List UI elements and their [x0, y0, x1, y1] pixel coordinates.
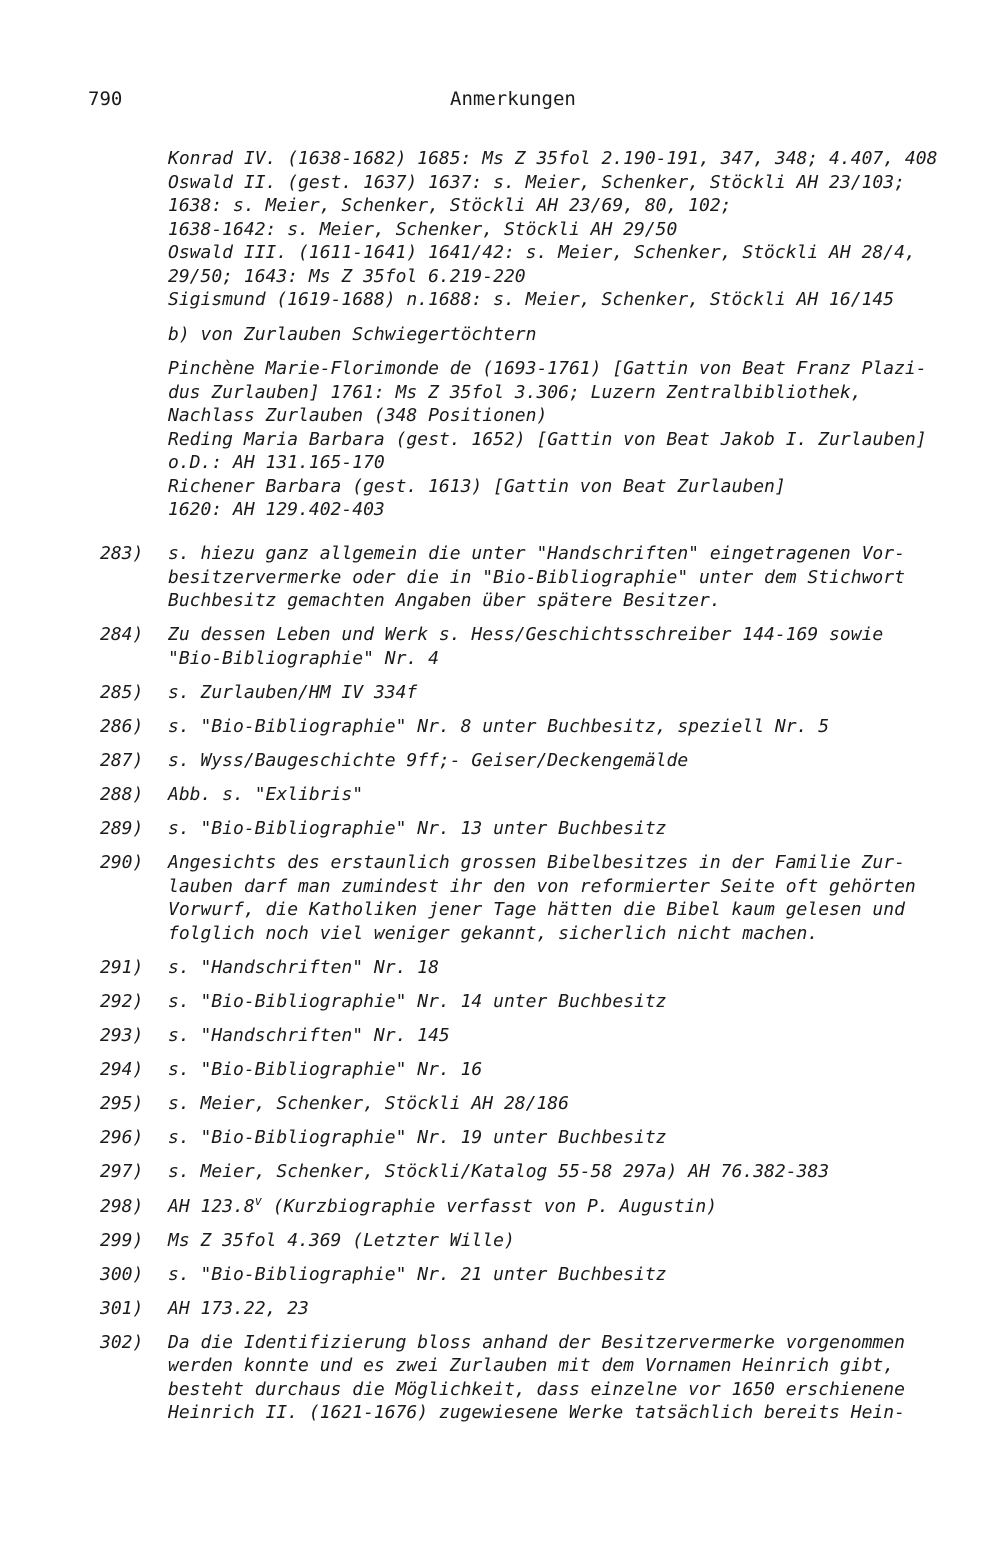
footnote — [0, 623, 1000, 670]
footnote — [0, 1229, 1000, 1253]
footnote-number: 295) — [100, 1093, 144, 1115]
footnote-text — [168, 749, 1000, 773]
footnote-number: 283) — [100, 543, 144, 565]
entry-line: 29/50; 1643: Ms Z 35fol 6.219-220 — [168, 265, 526, 287]
footnote — [0, 1024, 1000, 1048]
entries-list-a — [0, 147, 1000, 312]
footnote-text — [168, 990, 1000, 1014]
footnote-text — [168, 715, 1000, 739]
section-heading-b: b) von Zurlauben Schwiegertöchtern — [168, 323, 537, 345]
footnote-line: s. "Bio-Bibliographie" Nr. 21 unter Buchbesitz — [168, 1263, 667, 1285]
footnote-line — [168, 1195, 1000, 1219]
footnote-number: 291) — [100, 956, 144, 978]
footnote-line: s. "Bio-Bibliographie" Nr. 8 unter Buchbesitz, speziell Nr. 5 — [168, 715, 830, 737]
footnote-line: folglich noch viel weniger gekannt, sicherlich nicht machen. — [168, 922, 819, 944]
footnote-line: Buchbesitz gemachten Angaben über spätere Besitzer. — [168, 590, 721, 612]
footnote-line: s. "Handschriften" Nr. 18 — [168, 956, 439, 978]
footnote-number: 286) — [100, 715, 144, 737]
footnote-line: Zu dessen Leben und Werk s. Hess/Geschichtsschreiber 144-169 sowie — [168, 624, 884, 646]
footnote-text — [168, 783, 1000, 807]
footnote-line: s. Zurlauben/HM IV 334f — [168, 681, 418, 703]
entry-line: 1638-1642: s. Meier, Schenker, Stöckli AH 29/50 — [168, 218, 678, 240]
footnote-line: s. hiezu ganz allgemein die unter "Handschriften" eingetragenen Vor- — [168, 543, 905, 565]
footnote — [0, 851, 1000, 945]
entry-line: 1638: s. Meier, Schenker, Stöckli AH 23/69, 80, 102; — [168, 195, 732, 216]
footnote-text — [168, 681, 1000, 705]
register-entry — [168, 357, 1000, 428]
footnote-line: s. "Bio-Bibliographie" Nr. 16 — [168, 1059, 483, 1081]
footnote — [0, 715, 1000, 739]
footnote — [0, 990, 1000, 1014]
footnote-text — [168, 542, 1000, 613]
footnote-line: besteht durchaus die Möglichkeit, dass einzelne vor 1650 erschienene — [168, 1378, 905, 1400]
page-number: 790 — [88, 88, 123, 110]
footnote — [0, 1058, 1000, 1082]
entry-line: Oswald II. (gest. 1637) 1637: s. Meier, Schenker, Stöckli AH 23/103; — [168, 171, 905, 193]
footnote-number: 302) — [100, 1331, 144, 1353]
page-title: Anmerkungen — [450, 88, 576, 110]
footnote-number: 292) — [100, 990, 144, 1012]
footnote-text — [168, 851, 1000, 945]
footnote — [0, 1263, 1000, 1287]
footnote-text — [168, 1058, 1000, 1082]
register-entry — [168, 171, 1000, 242]
footnote-text — [168, 1297, 1000, 1321]
register-entry — [168, 475, 1000, 522]
footnote-line: besitzervermerke oder die in "Bio-Bibliographie" unter dem Stichwort — [168, 566, 905, 588]
footnote-line: Angesichts des erstaunlich grossen Bibelbesitzes in der Familie Zur- — [168, 852, 905, 874]
entry-line: Sigismund (1619-1688) n.1688: s. Meier, Schenker, Stöckli AH 16/145 — [168, 289, 895, 310]
footnote-number: 298) — [100, 1195, 144, 1217]
footnote — [0, 1126, 1000, 1150]
footnote — [0, 749, 1000, 773]
page-content — [0, 147, 1000, 1425]
footnote-line: Ms Z 35fol 4.369 (Letzter Wille) — [168, 1229, 515, 1251]
footnote — [0, 817, 1000, 841]
entry-line: Oswald III. (1611-1641) 1641/42: s. Meier, Schenker, Stöckli AH 28/4, — [168, 242, 916, 263]
footnote-line: s. "Bio-Bibliographie" Nr. 13 unter Buchbesitz — [168, 818, 667, 840]
footnote-line: s. "Handschriften" Nr. 145 — [168, 1025, 450, 1047]
footnote-text — [168, 1126, 1000, 1150]
footnote-line: Da die Identifizierung bloss anhand der Besitzervermerke vorgenommen — [168, 1331, 905, 1353]
entry-line: o.D.: AH 131.165-170 — [168, 452, 385, 473]
footnote-number: 297) — [100, 1161, 144, 1183]
footnote-number: 299) — [100, 1229, 144, 1251]
entry-line: Nachlass Zurlauben (348 Positionen) — [168, 405, 548, 426]
footnote-text — [168, 1331, 1000, 1425]
footnote-pre: AH 123.8 — [168, 1195, 255, 1217]
footnote-number: 290) — [100, 852, 144, 874]
entry-line: 1620: AH 129.402-403 — [168, 499, 385, 520]
footnote-number: 284) — [100, 624, 144, 646]
footnote-text — [168, 1263, 1000, 1287]
footnote-number: 285) — [100, 681, 144, 703]
footnote-number: 293) — [100, 1025, 144, 1047]
footnote-line: s. Meier, Schenker, Stöckli/Katalog 55-58 297a) AH 76.382-383 — [168, 1161, 830, 1183]
footnote-line: Abb. s. "Exlibris" — [168, 784, 364, 806]
footnote-line: Heinrich II. (1621-1676) zugewiesene Werke tatsächlich bereits Hein- — [168, 1402, 905, 1424]
register-entry — [168, 241, 1000, 288]
entries-list-b — [0, 357, 1000, 522]
footnote — [0, 956, 1000, 980]
footnote-line: s. "Bio-Bibliographie" Nr. 14 unter Buchbesitz — [168, 990, 667, 1012]
footnote-number: 288) — [100, 784, 144, 806]
footnote-line: s. Wyss/Baugeschichte 9ff;- Geiser/Deckengemälde — [168, 749, 689, 771]
footnote-number: 294) — [100, 1059, 144, 1081]
entry-line: dus Zurlauben] 1761: Ms Z 35fol 3.306; Luzern Zentralbibliothek, — [168, 381, 862, 403]
register-entry — [168, 147, 1000, 171]
footnote-text — [168, 1195, 1000, 1219]
footnote-text — [168, 817, 1000, 841]
footnote-post: (Kurzbiographie verfasst von P. Augustin) — [261, 1195, 718, 1217]
footnote-line: "Bio-Bibliographie" Nr. 4 — [168, 647, 439, 669]
entry-line: Pinchène Marie-Florimonde de (1693-1761) [Gattin von Beat Franz Plazi- — [168, 358, 927, 379]
footnote-line: Vorwurf, die Katholiken jener Tage hätten die Bibel kaum gelesen und — [168, 899, 905, 921]
footnote-sup: v — [254, 1193, 262, 1208]
footnote — [0, 1331, 1000, 1425]
footnote — [0, 1160, 1000, 1184]
footnote — [0, 1092, 1000, 1116]
footnote-line: s. Meier, Schenker, Stöckli AH 28/186 — [168, 1093, 569, 1115]
footnote-number: 296) — [100, 1127, 144, 1149]
footnote-line: s. "Bio-Bibliographie" Nr. 19 unter Buchbesitz — [168, 1127, 667, 1149]
register-entry — [168, 288, 1000, 312]
footnote-line: lauben darf man zumindest ihr den von reformierter Seite oft gehörten — [168, 875, 916, 897]
entry-line: Reding Maria Barbara (gest. 1652) [Gattin von Beat Jakob I. Zurlauben] — [168, 428, 927, 450]
footnote-number: 301) — [100, 1297, 144, 1319]
footnote-line: AH 173.22, 23 — [168, 1297, 309, 1319]
register-entry — [168, 428, 1000, 475]
footnote-text — [168, 1024, 1000, 1048]
footnote-number: 289) — [100, 818, 144, 840]
footnote — [0, 542, 1000, 613]
footnotes-list — [0, 542, 1000, 1425]
footnote-text — [168, 1229, 1000, 1253]
footnote — [0, 1195, 1000, 1219]
footnote — [0, 1297, 1000, 1321]
entry-line: Richener Barbara (gest. 1613) [Gattin von Beat Zurlauben] — [168, 475, 786, 497]
footnote-text — [168, 623, 1000, 670]
footnote-text — [168, 1160, 1000, 1184]
footnote — [0, 681, 1000, 705]
footnote-number: 287) — [100, 749, 144, 771]
footnote-text — [168, 956, 1000, 980]
footnote-line: werden konnte und es zwei Zurlauben mit dem Vornamen Heinrich gibt, — [168, 1355, 895, 1377]
footnote — [0, 783, 1000, 807]
footnote-number: 300) — [100, 1263, 144, 1285]
entry-line: Konrad IV. (1638-1682) 1685: Ms Z 35fol 2.190-191, 347, 348; 4.407, 408 — [168, 148, 938, 169]
footnote-text — [168, 1092, 1000, 1116]
